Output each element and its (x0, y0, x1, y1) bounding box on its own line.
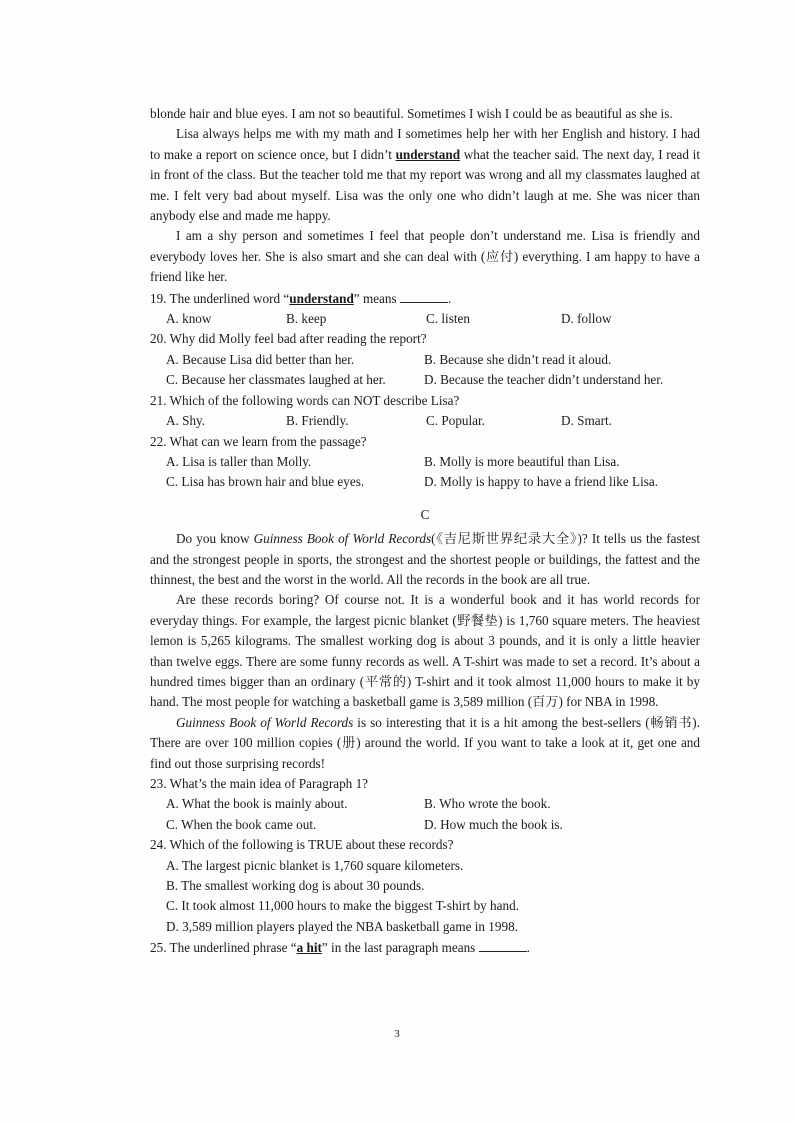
option-c: C. Because her classmates laughed at her. (166, 372, 386, 388)
question-stem: 19. The underlined word “ (150, 290, 290, 306)
option-d: D. Because the teacher didn’t understand her. (424, 372, 664, 388)
question-24-option-d-row (150, 917, 700, 937)
question-19-options (150, 309, 700, 329)
passage-b-paragraph-2 (150, 124, 700, 226)
option-d: D. Smart. (561, 413, 612, 429)
question-21: 21. Which of the following words can NOT describe Lisa? (150, 392, 460, 408)
option-a: A. Because Lisa did better than her. (166, 351, 355, 367)
text-span: is so interesting that it is a hit among the best-sellers (畅销书). There are over 100 million copies (册) around the world. If you want to take a look at it, get one and find out those surprising records! (150, 714, 701, 771)
option-d: D. Molly is happy to have a friend like Lisa. (424, 474, 659, 490)
question-24-option-a-row (150, 856, 700, 876)
question-23: 23. What’s the main idea of Paragraph 1? (150, 776, 369, 791)
option-b: B. Friendly. (286, 413, 349, 429)
option-d: D. follow (561, 311, 612, 327)
underlined-word-understand: understand (395, 146, 461, 162)
underlined-word: understand (289, 290, 354, 306)
question-stem: 25. The underlined phrase “ (150, 940, 297, 956)
question-24: 24. Which of the following is TRUE about these records? (150, 837, 454, 853)
text-span: Do you know (176, 531, 254, 547)
option-c: C. When the book came out. (166, 816, 317, 832)
page-number: 3 (394, 1028, 400, 1040)
section-c-heading: C (420, 506, 430, 522)
passage-b-paragraph-1: blonde hair and blue eyes. I am not so beautiful. Sometimes I wish I could be as beautiful as she is. (150, 106, 673, 121)
option-a: A. What the book is mainly about. (166, 796, 348, 812)
option-b: B. Who wrote the book. (424, 796, 551, 812)
option-d: D. How much the book is. (424, 816, 563, 832)
question-19: 19. The underlined word “understand” means . (150, 288, 700, 309)
option-c: C. Lisa has brown hair and blue eyes. (166, 474, 365, 490)
option-a: A. Lisa is taller than Molly. (166, 453, 312, 469)
passage-c-paragraph-2: Are these records boring? Of course not. It is a wonderful book and it has world records for everyday things. For example, the largest picnic blanket (野餐垫) is 1,760 square meters. The heaviest lemon is 5,265 kilograms. The smallest working dog is about 3 pounds, and it is only a little heavier than twelve eggs. There are some funny records as well. A T-shirt was made to set a record. It’s about a hundred times bigger than an ordinary (平常的) T-shirt and it took almost 11,000 hours to make it by hand. The most people for watching a basketball game is 3,589 million (百万) for NBA in 1998. (150, 592, 700, 710)
underlined-phrase: a hit (296, 940, 322, 956)
passage-c-paragraph-1 (150, 529, 700, 590)
question-25: 25. The underlined phrase “a hit” in the last paragraph means . (150, 937, 700, 958)
question-20-options-row-1 (150, 350, 700, 370)
answer-blank (479, 937, 527, 952)
question-24-option-c-row (150, 896, 700, 916)
option-c: C. Popular. (426, 413, 485, 429)
option-a: A. The largest picnic blanket is 1,760 square kilometers. (166, 857, 464, 873)
option-d: D. 3,589 million players played the NBA basketball game in 1998. (166, 918, 518, 934)
text-span: (《吉尼斯世界纪录大全》)? It tells us the fastest and the strongest people in sports, the strongest and the shortest people or buildings, the fattest and the thinnest, the best and the worst in the world. All the records in the book are all true. (150, 531, 700, 587)
question-23-options-row-2 (150, 815, 700, 835)
option-b: B. keep (286, 311, 327, 327)
option-a: A. know (166, 311, 212, 327)
question-24-option-b-row (150, 876, 700, 896)
question-23-options-row-1 (150, 794, 700, 814)
question-22: 22. What can we learn from the passage? (150, 433, 367, 449)
question-20-options-row-2 (150, 370, 700, 390)
option-a: A. Shy. (166, 413, 206, 429)
question-20: 20. Why did Molly feel bad after reading the report? (150, 331, 427, 347)
text-span: Lisa always helps me with my math and I sometimes help her with her English and history. I had to make a report on science once, but I didn’t (150, 126, 700, 162)
question-22-options-row-1 (150, 452, 700, 472)
text-span: what the teacher said. The next day, I read it in front of the class. But the teacher told me that my report was wrong and all my classmates laughed at me. I felt very bad about myself. Lisa was the only one who didn’t laugh at me. She was nicer than anybody else and made me happy. (150, 146, 700, 224)
question-22-options-row-2 (150, 472, 700, 492)
question-stem: ” in the last paragraph means (321, 940, 476, 956)
question-stem: ” means (353, 290, 397, 306)
passage-c-paragraph-3 (150, 713, 700, 774)
option-b: B. Molly is more beautiful than Lisa. (424, 453, 620, 469)
book-title: Guinness Book of World Records (253, 531, 432, 547)
book-title: Guinness Book of World Records (176, 714, 354, 730)
option-c: C. listen (426, 311, 470, 327)
passage-b-paragraph-3: I am a shy person and sometimes I feel that people don’t understand me. Lisa is friendly and everybody loves her. She is also smart and she can deal with (应付) everything. I am happy to have a friend like her. (150, 228, 700, 285)
option-b: B. Because she didn’t read it aloud. (424, 351, 612, 367)
question-21-options (150, 411, 700, 431)
option-b: B. The smallest working dog is about 30 pounds. (166, 878, 425, 894)
answer-blank (400, 288, 448, 303)
page-content (150, 104, 700, 959)
option-c: C. It took almost 11,000 hours to make the biggest T-shirt by hand. (166, 898, 519, 914)
